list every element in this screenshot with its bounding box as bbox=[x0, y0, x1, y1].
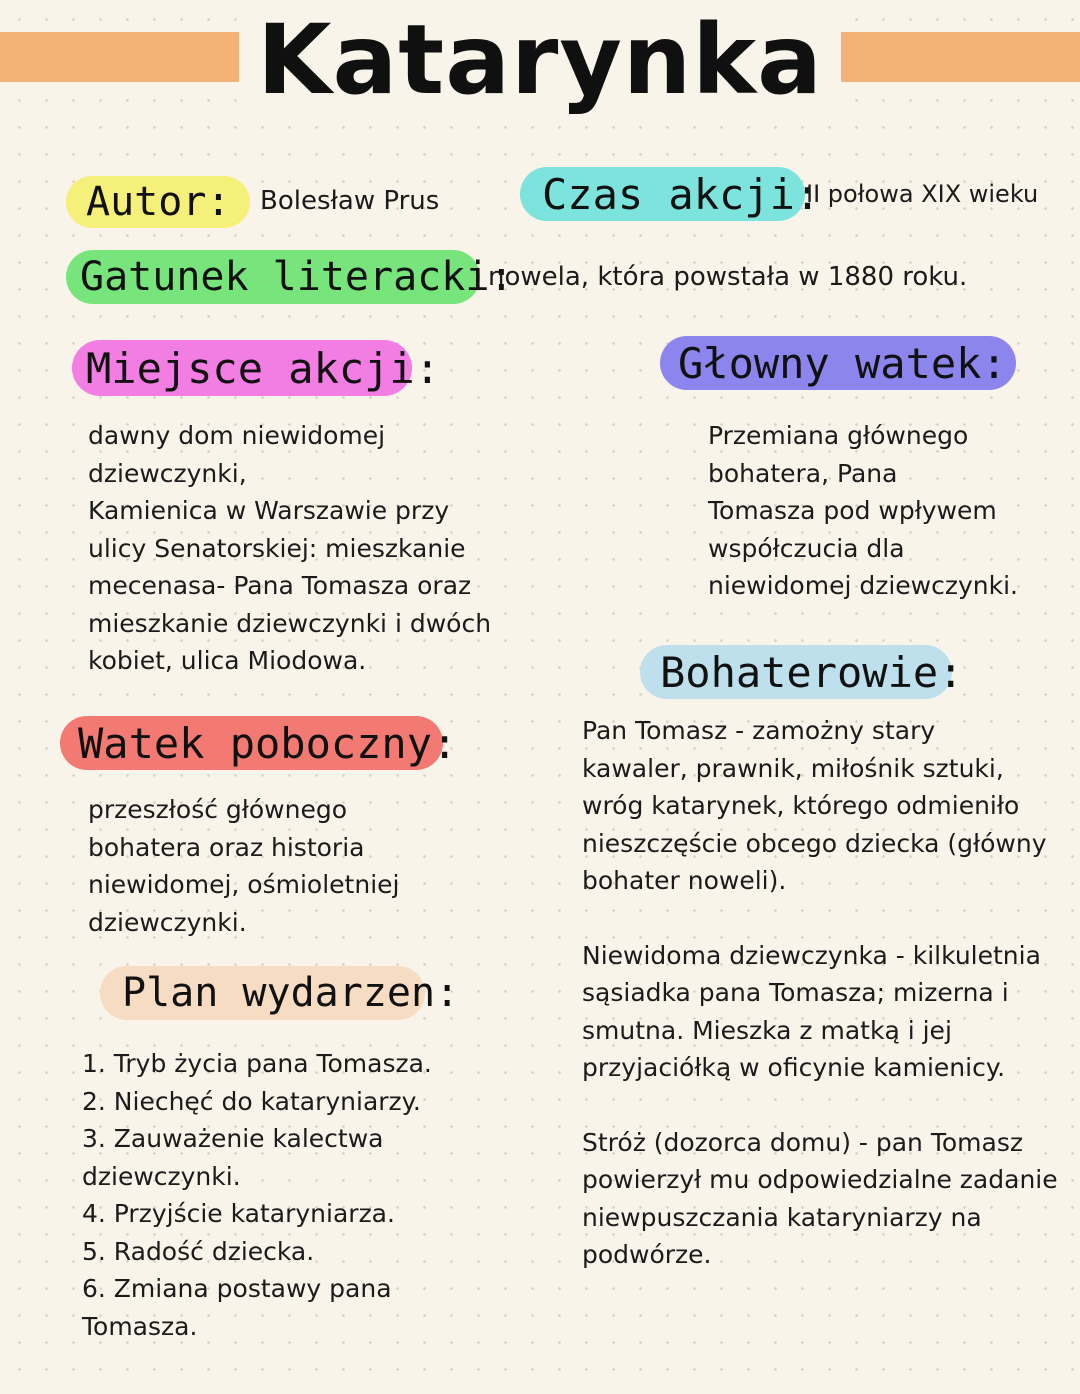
text-line: nieszczęście obcego dziecka (główny bbox=[582, 828, 1047, 858]
text-line: dziewczynki. bbox=[88, 907, 247, 937]
text-line: niewpuszczania kataryniarzy na bbox=[582, 1202, 982, 1232]
miejsce-akcji-text bbox=[88, 417, 508, 680]
text-line: mieszkanie dziewczynki i dwóch bbox=[88, 608, 492, 638]
text-line: dawny dom niewidomej bbox=[88, 421, 386, 450]
text-line: Stróż (dozorca domu) - pan Tomasz bbox=[582, 1127, 1023, 1157]
watek-poboczny-label: Watek poboczny: bbox=[60, 716, 443, 770]
text-line: smutna. Mieszka z matką i jej bbox=[582, 1015, 952, 1045]
text-line: kobiet, ulica Miodowa. bbox=[88, 646, 367, 675]
text-line: niewidomej, ośmioletniej bbox=[88, 870, 400, 899]
list-item: 1. Tryb życia pana Tomasza. bbox=[82, 1049, 432, 1078]
plan-wydarzen-list bbox=[82, 1045, 502, 1345]
list-item: 3. Zauważenie kalectwa bbox=[82, 1124, 384, 1153]
list-item: dziewczynki. bbox=[82, 1161, 241, 1191]
czas-akcji-value: II połowa XIX wieku bbox=[806, 180, 1039, 208]
text-line: sąsiadka pana Tomasza; mizerna i bbox=[582, 978, 1009, 1007]
list-item: 2. Niechęć do kataryniarzy. bbox=[82, 1086, 421, 1116]
gatunek-label: Gatunek literacki: bbox=[66, 250, 480, 304]
text-line: dziewczynki, bbox=[88, 458, 247, 488]
text-line: Niewidoma dziewczynka - kilkuletnia bbox=[582, 940, 1041, 970]
list-item: 6. Zmiana postawy pana bbox=[82, 1274, 392, 1303]
text-line: bohatera, Pana bbox=[708, 458, 898, 488]
autor-label: Autor: bbox=[66, 176, 250, 228]
glowny-watek-label: Głowny watek: bbox=[660, 336, 1016, 390]
text-line: przyjaciółką w oficynie kamienicy. bbox=[582, 1053, 1006, 1082]
text-line: powierzył mu odpowiedzialne zadanie bbox=[582, 1165, 1058, 1194]
list-item: Tomasza. bbox=[82, 1311, 198, 1341]
text-line: bohater noweli). bbox=[582, 866, 787, 895]
autor-value: Bolesław Prus bbox=[260, 186, 440, 216]
miejsce-akcji-label: Miejsce akcji: bbox=[72, 340, 412, 396]
text-line: Pan Tomasz - zamożny stary bbox=[582, 716, 936, 745]
list-item: 5. Radość dziecka. bbox=[82, 1236, 315, 1266]
bohaterowie-label: Bohaterowie: bbox=[640, 645, 952, 699]
czas-akcji-label: Czas akcji: bbox=[520, 167, 805, 221]
text-line: mecenasa- Pana Tomasza oraz bbox=[88, 571, 472, 600]
page-title: Katarynka bbox=[0, 0, 1080, 120]
text-line: podwórze. bbox=[582, 1240, 712, 1269]
gatunek-value: nowela, która powstała w 1880 roku. bbox=[488, 262, 968, 292]
text-line: bohatera oraz historia bbox=[88, 832, 365, 862]
text-line: kawaler, prawnik, miłośnik sztuki, bbox=[582, 753, 1004, 783]
glowny-watek-text bbox=[708, 417, 1048, 605]
text-line: Kamienica w Warszawie przy bbox=[88, 496, 450, 525]
text-line: niewidomej dziewczynki. bbox=[708, 571, 1018, 600]
plan-wydarzen-label: Plan wydarzen: bbox=[100, 966, 425, 1020]
text-line: Tomasza pod wpływem bbox=[708, 496, 997, 525]
text-line: przeszłość głównego bbox=[88, 795, 348, 824]
text-line: współczucia dla bbox=[708, 533, 905, 563]
bohaterowie-text bbox=[582, 712, 1062, 1274]
list-item: 4. Przyjście kataryniarza. bbox=[82, 1199, 395, 1228]
watek-poboczny-text bbox=[88, 791, 488, 941]
text-line: Przemiana głównego bbox=[708, 421, 969, 450]
text-line: wróg katarynek, którego odmieniło bbox=[582, 791, 1020, 820]
text-line: ulicy Senatorskiej: mieszkanie bbox=[88, 533, 466, 563]
